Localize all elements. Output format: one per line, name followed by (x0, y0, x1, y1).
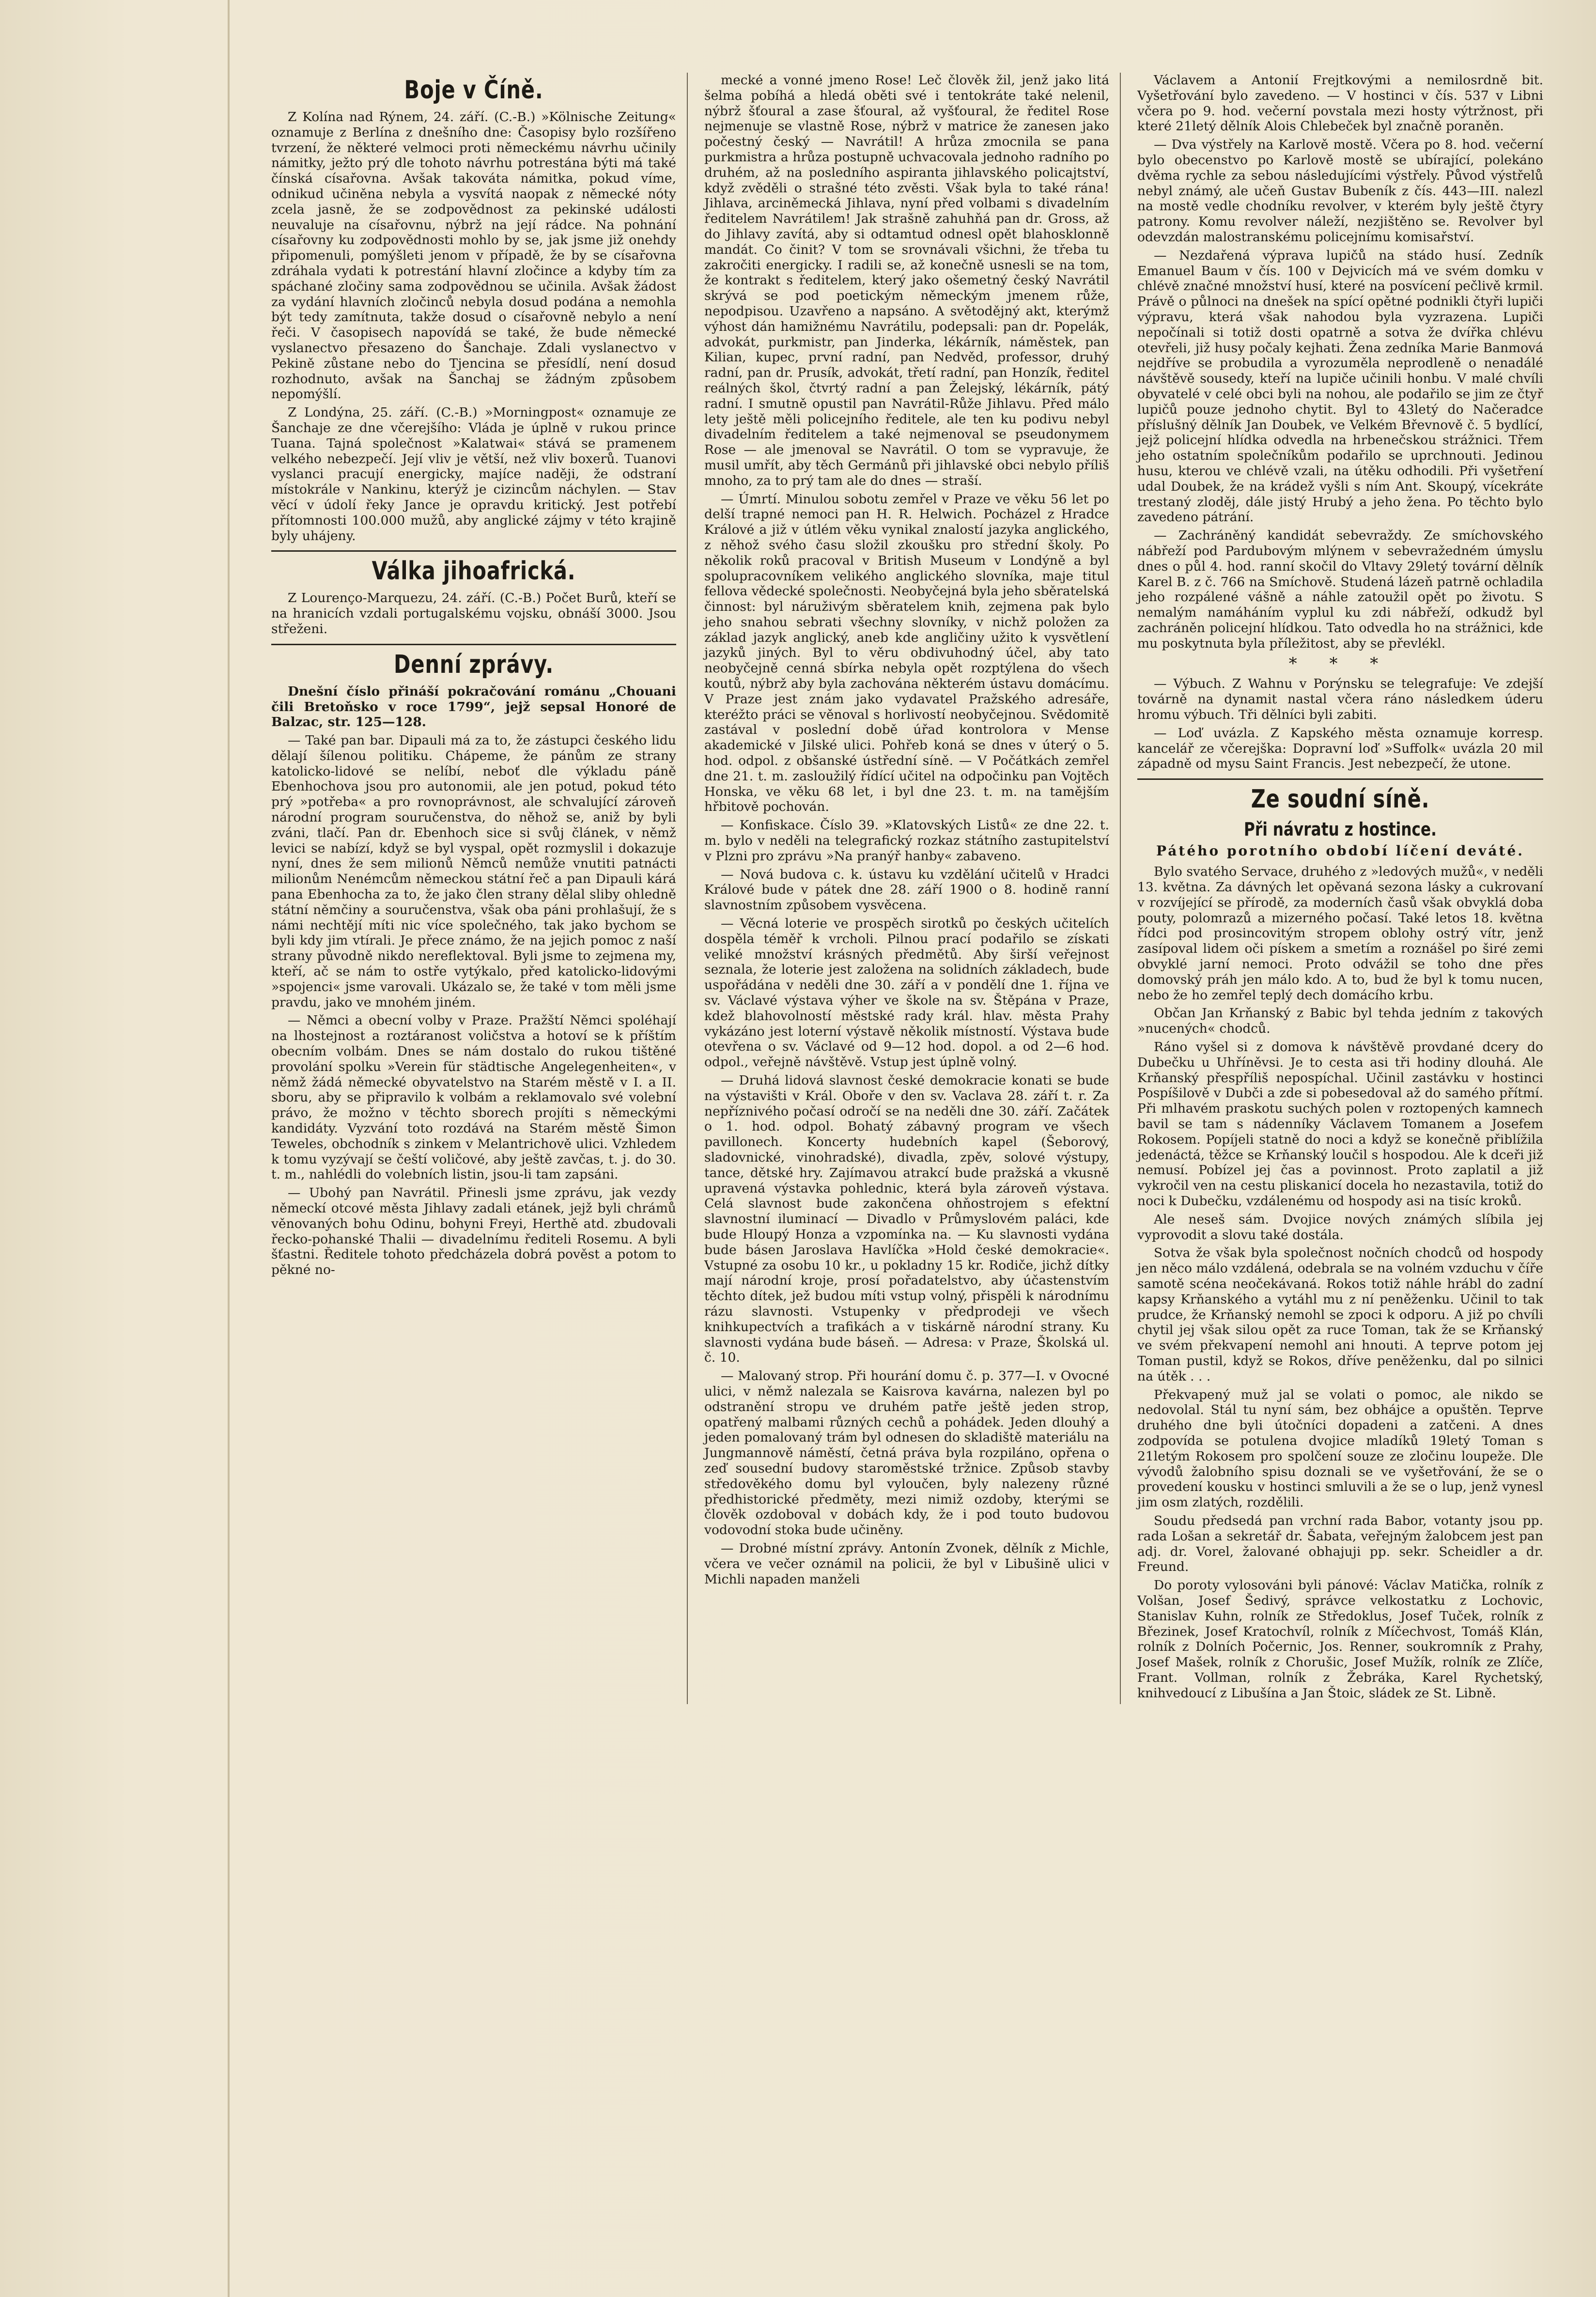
binding-gutter (228, 0, 230, 2297)
article-shots: — Dva výstřely na Karlově mostě. Včera po 8. hod. večerní bylo obecenstvo po Karlově mostě se ubírající, polekáno dvěma rychle za sebou následujícími výstřely. Původ výstřelů nebyl známý, ale učeň Gustav Bubeník z čís. 443—III. nalezl na mostě vedle chodníku revolver, v kterém byly ještě čtyry patrony. Komu revolver náleží, nezjištěno se. Revolver byl odevzdán malostranskému policejnímu komisařství. (1137, 137, 1543, 245)
article-geese: — Nezdařená výprava lupičů na stádo husí. Zedník Emanuel Baum v čís. 100 v Dejvicích má ve svém domku v chlévě značné množství husí, které na posvícení pečlivě krmil. Právě o půlnoci na dnešek na spící opětné podnikli čtyři lupiči výpravu, která však nahodou byla vyzrazena. Lupiči nepočínali si totiž dosti opatrně a sotva že dvířka chlévu otevřeli, již husy počaly kejhati. Žena zedníka Marie Banmová nejdříve se probudila a vyrozuměla neprodleně o nenadálé návštěvě sousedy, kteří na lupiče učinili honbu. V malé chvíli obyvatelé v celé obci byli na nohou, ale podařilo se jim ze čtyř lupičů pouze jednoho chytit. Byl to 43letý do Načeradce příslušný dělník Jan Doubek, ve Velkém Břevnově č. 5 bydlící, jejž policejní hlídka odvedla na hrbenečskou strážnici. Třem jeho ostatním společníkům podařilo se uprchnouti. Jedinou husu, kterou ve chlévě vzali, na útěku odhodili. Při vyšetření udal Doubek, že na krádež vyšli s ním Ant. Skoupý, vícekráte trestaný zloděj, dále jistý Hrubý a jeho žena. Po těchto bylo zavedeno pátrání. (1137, 248, 1543, 525)
court-article-title: Při návratu z hostince. (1244, 819, 1437, 840)
article-death: — Úmrtí. Minulou sobotu zemřel v Praze ve věku 56 let po delší trapné nemoci pan H. R. Helwich. Pocházel z Hradce Králové a již v útlém věku vynikal znalostí jazyka anglického, z něhož svého času složil zkoušku pro střední školy. Po několik roků pracoval v British Museum v Londýně a byl spolupracovníkem velikého anglického slovníka, maje titul fellova vědecké společnosti. Neobyčejná byla jeho sběratelská činnost: byl náruživým sběratelem knih, zejmena pak bylo jeho snahou sebrati všechny slovníky, v nichž položen za základ jazyk anglický, aneb kde angličiny užito k vysvětlení jazyků jiných. Byl to věru obdivuhodný účel, aby tato neobyčejně cenná sbírka nebyla opět rozptýlena do všech koutů, nýbrž aby byla zachována některém ústavu domácímu. V Praze jest znám jako vydavatel Pražského adresáře, kteréžto práci se věnoval s horlivostí neobyčejnou. Svědomitě zastával v poslední době úřad kontrolora v Mense akademické v Jilské ulici. Pohřeb koná se dnes v úterý o 5. hod. odpol. z obšanské ústřední síně. — V Počátkách zemřel dne 21. t. m. zasloužilý řídící učitel na odpočinku pan Vojtěch Honska, ve věku 68 let, i byl dne 23. t. m. na tamějším hřbitově pochován. (704, 491, 1109, 815)
section-rule (271, 550, 676, 552)
section-rule (271, 644, 676, 645)
section-title-daily-news: Denní zprávy. (394, 650, 554, 679)
article-local-news: — Drobné místní zprávy. Antonín Zvonek, dělník z Michle, včera ve večer oznámil na policii, že byl v Libušině ulici v Michli napaden manželi (704, 1540, 1109, 1587)
article-lottery: — Věcná loterie ve prospěch sirotků po českých učitelích dospěla téměř k vrcholi. Pilnou prací podařilo se získati veliké množství krásných předmětů. Aby širší veřejnost seznala, že loterie jest založena na solidních základech, bude uspořádána v neděli dne 30. září a v pondělí dne 1. října ve sv. Václavé výstava výher ve škole na sv. Štěpána v Praze, kdež blahovolností městské rady král. hlav. města Prahy vykázáno jest loterní výstavě několik místností. Výstava bude otevřena o sv. Václavé od 9—12 hod. dopol. a od 2—6 hod. odpol., veřejně návštěvě. Vstup jest úplně volný. (704, 916, 1109, 1070)
court-paragraph: Překvapený muž jal se volati o pomoc, ale nikdo se nedovolal. Stál tu nyní sám, bez obhájce a opuštěn. Teprve druhého dne byli útočníci dopadeni a zatčeni. A dnes zodpovída se potulena dvojice mladíků 19letý Toman s 21letým Rokosem pro spolčení souze ze zločinu loupeže. Dle vývodů žalobního spisu doznali se ve vyšetřování, že se o provedení kousku v hostinci smluvili a že se o lup, jenž vynesl jim osm zlatých, rozdělili. (1137, 1387, 1543, 1510)
section-title-court: Ze soudní síně. (1251, 785, 1430, 814)
article-elections: — Němci a obecní volby v Praze. Pražští Němci spoléhají na lhostejnost a roztáranost voličstva a hotoví se k příštím obecním volbám. Dnes se nám dostalo do rukou tištěné provolání spolku »Verein für städtische Angelegenheiten«, v němž žádá německé obyvatelstvo na Starém městě v I. a II. sboru, aby se připravilo k volbám a reklamovalo své volební právo, že možno v těchto sborech projíti s německými kandidáty. Vyzvání toto rozdává na Starém městě Šimon Teweles, obchodník s zinkem v Melantrichově ulici. Vzhledem k tomu vyzývají se čeští voličové, aby ještě zavčas, t. j. do 30. t. m., nahlédli do volebních listin, jsou-li tam zapsáni. (271, 1013, 676, 1182)
article-confiscation: — Konfiskace. Číslo 39. »Klatovských Listů« ze dne 22. t. m. bylo v neděli na telegrafický rozkaz státního zastupitelství v Plzni pro zprávu »Na pranýř hanby« zabaveno. (704, 818, 1109, 864)
article-painted-ceiling: — Malovaný strop. Při hourání domu č. p. 377—I. v Ovocné ulici, v němž nalezala se Kaisrova kavárna, nalezen byl po odstranění stropu ve druhém patře ještě jeden strop, opatřený malbami různých cechů a pohádek. Jeden dlouhý a jeden pomalovaný trám byl odnesen do skladiště materiálu na Jungmannově náměstí, četná práva byla rozpiláno, opřena o zeď sousední budovy staroměstské tržnice. Způsob stavby středověkého domu byl vyloučen, byly nalezeny různé předhistorické předměty, mezi nimiž ozdoby, kterými se člověk ozdoboval v dobách kdy, že i pod touto budovou vodovodní stoka bude učiněny. (704, 1368, 1109, 1538)
court-paragraph: Občan Jan Krňanský z Babic byl tehda jedním z takových »nucených« chodců. (1137, 1006, 1543, 1037)
court-paragraph: Bylo svatého Servace, druhého z »ledových mužů«, v neděli 13. května. Za dávných let opěvaná sezona lásky a cukrovaní v rozvíjející se přírodě, za moderních časů však obvyklá doba pouty, polomrazů a mizerného počasí. Také letos 18. května řídci pod prosincovitým stropem oblohy ostrý vítr, jenž zasípoval lidem oči pískem a smetím a roznášel po širé zemi obvyklé jarní nemoci. Proto odvážil se toho dne přes domovský práh jen málo kdo. A to, bud že byl k tomu nucen, nebo že ho zemřel teplý dech domácího krbu. (1137, 864, 1543, 1003)
court-paragraph: Ale neseš sám. Dvojice nových známých slíbila jej vyprovodit a slovu také dostála. (1137, 1211, 1543, 1242)
article-navratil: — Ubohý pan Navrátil. Přinesli jsme zprávu, jak vezdy německí otcové města Jihlavy zadali etánek, jejž byli chrámů věnovaných bohu Odinu, bohyni Freyi, Herthě atd. zbudovali řecko-pohanské Thalii — divadelnímu řediteli Rosemu. A byli šťastni. Ředitele tohoto předcházela dobrá pověst a potom to pěkné no- (271, 1185, 676, 1278)
court-article-subtitle: Pátého porotního období líčení deváté. (1156, 843, 1524, 859)
column-3 (1137, 73, 1554, 1704)
section-title-china: Boje v Číně. (404, 76, 543, 105)
article-navratil-cont: mecké a vonné jmeno Rose! Leč člověk žil, jenž jako litá šelma pobíhá a hledá oběti své i tentokráte také nelenil, nýbrž šťoural a zase šťoural, až vyšťoural, že ředitel Rose nejmenuje se vlastně Rose, nýbrž v matrice že zanesen jako počestný český — Navrátil! A hrůza zmocnila se pana purkmistra a hrůza postupně uchvacovala jednoho radního po druhém, až na posledního aspiranta jihlavského policajtství, když zvěděli o strašné této zvěsti. Však byla to také rána! Jihlava, arciněmecká Jihlava, nyní před volbami s divadelním ředitelem Navrátilem! Jak strašně zahuhňá pan dr. Gross, až do Jihlavy zavítá, aby si odtamtud odnesl opět blahosklonně mandát. Co činit? V tom se srovnávali všichni, že třeba tu zakročiti energicky. I radili se, až konečně usnesli se na tom, že kontrakt s ředitelem, který jako ošemetný český Navrátil skrývá se pod poetickým německým jmenem růže, nepodpisou. Uzavřeno a napsáno. A světodějný akt, kterýmž výhost dán hamižnému Navrátilu, podepsali: pan dr. Popelák, advokát, purkmistr, pan Jinderka, lékárník, náměstek, pan Kilian, kupec, první radní, pan Nedvěd, professor, druhý radní, pan dr. Prusík, advokát, třetí radní, pan Honzík, ředitel reálných škol, čtvrtý radní a pan Želejský, lékárník, pátý radní. I smutně opustil pan Navrátil-Růže Jihlavu. Před málo lety ještě měli policejního ředitele, ale ten ku podivu nebyl divadelním ředitelem a také nejmenoval se pseudonymem Rose — ale jmenoval se Navrátil. O tom se vypravuje, že musil umřít, aby těch Germánů při jihlavské obci nebylo příliš mnoho, za to prý tam ale do dnes — straší. (704, 73, 1109, 488)
separator-stars: * * * (1288, 654, 1392, 674)
article-cologne: Z Kolína nad Rýnem, 24. září. (C.-B.) »Kölnische Zeitung« oznamuje z Berlína z dnešního dne: Časopisy bylo rozšířeno tvrzení, že některé velmoci proti německému návrhu učinily námitky, ježto prý dle tohoto návrhu potrestána býti má také čínská císařovna. Avšak takováta námitka, pokud víme, odnikud učiněna nebyla a vysvítá naopak z německé nóty zcela jasně, že se zodpovědnost za pekinské události neuvaluje na císařovnu, nýbrž na její rádce. Na pohnání císařovny ku zodpovědnosti mohlo by se, jak jsme již onehdy připomenuli, pomýšleti jenom v případě, že by se císařovna zdráhala vydati k potrestání hlavní zločince a kdyby tím za spáchané zločiny sama zodpovědnou se učinila. Avšak žádost za vydání hlavních zločinců nebyla dosud podána a nemohla být tedy zamítnuta, takže dosud o císařovně nebylo a není řeči. V časopisech napovídá se také, že bude německé vyslanectvo přesazeno do Šanchaje. Zdali vyslanectvo v Pekině zůstane nebo do Tjencina se přesídlí, není dosud rozhodnuto, avšak na Šanchaj se žádným způsobem nepomýšlí. (271, 109, 676, 402)
column-1 (271, 73, 688, 1704)
article-new-building: — Nová budova c. k. ústavu ku vzdělání učitelů v Hradci Králové bude v pátek dne 28. září 1900 o 8. hodině ranní slavnostním způsobem vysvěcena. (704, 867, 1109, 913)
columns (271, 73, 1562, 1704)
article-dipauli: — Také pan bar. Dipauli má za to, že zástupci českého lidu dělají šílenou politiku. Chápeme, že pánům ze strany katolicko-lidové se nelíbí, neboť dle výkladu páně Ebenhochova jsou pro autonomii, ale jen potud, pokud této prý »potřeba« a pro rovnoprávnost, ale schvalující zároveň národní program souručenstva, do něhož se, aniž by byli zváni, tlačí. Pan dr. Ebenhoch sice si svůj článek, v němž levici se nabízí, když se byl vyspal, opět rozmyslil i dokazuje nyní, dnes že sem milionů Němců nemůže vnutiti patnácti milionům Nenémcům německou státní řeč a pan Dipauli kárá pana Ebenhocha za to, že jako člen strany dělal sliby ohledně státní němčiny a souručenstva, však oba páni prohlašují, že s námi nechtějí míti nic více společného, tak jako bychom se byli kdy jim vtírali. Je přece známo, že na jejich pomoc z naší strany původně nikdo nereflektoval. Byli jsme to zejmena my, kteří, ač se nám to ostře vytýkalo, před katolicko-lidovými »spojenci« jsme varovali. Ukázalo se, že také v tom měli jsme pravdu, jako ve mnohém jiném. (271, 733, 676, 1010)
court-paragraph: Do poroty vylosováni byli pánové: Václav Matička, rolník z Volšan, Josef Šedivý, správce velkostatku z Lochovic, Stanislav Kuhn, rolník ze Středoklus, Josef Tuček, rolník z Březinek, Josef Kratochvíl, rolník z Míčechvost, Tomáš Klán, rolník z Dolních Počernic, Jos. Renner, soukromník z Prahy, Josef Mašek, rolník z Chorušic, Josef Mužík, rolník ze Zlíče, Frant. Vollman, rolník z Žebráka, Karel Rychetský, knihvedoucí z Libušína a Jan Štoic, sládek ze St. Libně. (1137, 1578, 1543, 1701)
court-paragraph: Sotva že však byla společnost nočních chodců od hospody jen něco málo vzdálená, odebrala se na volném vzduchu v číře samotě scéna neočekávaná. Rokos totiž náhle hrábl do zadní kapsy Krňanského a vytáhl mu z ní peněženku. Učinil to tak prudce, že Krňanský nemohl se zpoci k odporu. A již po chvíli chytil jej však silou opět za ruce Toman, tak že se Krňanský ve svém překvapení nemohl ani hnouti. A teprve potom jej Toman pustil, když se Rokos, dříve peněženku, dal po silnici na útěk . . . (1137, 1245, 1543, 1384)
court-paragraph: Soudu předsedá pan vrchní rada Babor, votanty jsou pp. rada Lošan a sekretář dr. Šabata, veřejným žalobcem jest pan adj. dr. Vorel, žalované obhajuji pp. sekr. Scheidler a dr. Freund. (1137, 1513, 1543, 1575)
article-lourenco-marquez: Z Lourenço-Marquezu, 24. září. (C.-B.) Počet Burů, kteří se na hranicích vzdali portugalskému vojsku, obnáší 3000. Jsou střeženi. (271, 590, 676, 636)
article-ship: — Loď uvázla. Z Kapského města oznamuje korresp. kancelář ze včerejška: Dopravní loď »Suffolk« uvázla 20 mil západně od mysu Saint Francis. Jest nebezpečí, že utone. (1137, 725, 1543, 772)
article-local-news-cont: Václavem a Antonií Frejtkovými a nemilosrdně bit. Vyšetřování bylo zavedeno. — V hostinci v čís. 537 v Libni včera po 9. hod. večerní povstala mezi hosty výtržnost, při které 21letý dělník Alois Chlebeček byl značně poraněn. (1137, 73, 1543, 134)
article-novel-note: Dnešní číslo přináší pokračování románu „Chouani čili Bretoňsko v roce 1799“, jejž sepsal Honoré de Balzac, str. 125—128. (271, 683, 676, 730)
article-celebration: — Druhá lidová slavnost české demokracie konati se bude na výstavišti v Král. Oboře v den sv. Vaclava 28. září t. r. Za nepříznivého počasí odročí se na neděli dne 30. září. Začátek o 1. hod. odpol. Bohatý zábavný program ve všech pavillonech. Koncerty hudebních kapel (Šeborový, sladovnické, vinohradské), divadla, zpěv, solové výstupy, tance, dětské hry. Zajímavou atrakcí bude pražská a vkusně upravená výstavka pohlednic, která byla zároveň výstava. Celá slavnost bude zakončena ohňostrojem s efektní slavnostní iluminací — Divadlo v Průmyslovém paláci, kde bude Hloupý Honza a vzpomínka na. — Ku slavnosti vydána bude básen Jaroslava Havlíčka »Hold české demokracie«. Vstupné za osobu 10 kr., u pokladny 15 kr. Rodiče, jichž dítky mají národní kroje, prosí pořadatelstvo, aby účastenstvím těchto dítek, jež budou míti vstup volný, přispěli k národnímu rázu slavnosti. Vstupenky v předprodeji ve všech knihkupectvích a trafikách a v tiskárně národní strany. Ku slavnosti vydána bude báseň. — Adresa: v Praze, Školská ul. č. 10. (704, 1073, 1109, 1366)
article-rescue: — Zachráněný kandidát sebevraždy. Ze smíchovského nábřeží pod Pardubovým mlýnem v sebevražedném úmyslu dnes o půl 4. hod. ranní skočil do Vltavy 29letý tovární dělník Karel B. z č. 766 na Smíchově. Studená lázeň patrně ochladila jeho rozpálené vášně a náhle zatoužil opět po životu. S nemalým namáháním vyplul ku zdi nábřeží, odkudž byl zachráněn policejní hlídkou. Tato odvedla ho na strážnici, kde mu poskytnuta byla příležitost, aby se převlékl. (1137, 528, 1543, 651)
column-2 (704, 73, 1121, 1704)
section-title-south-africa: Válka jihoafrická. (372, 557, 576, 586)
section-rule (1137, 778, 1543, 780)
court-paragraph: Ráno vyšel si z domova k návštěvě provdané dcery do Dubečku u Uhříněvsi. Je to cesta asi tři hodiny dlouhá. Ale Krňanský přespříliš nepospíchal. Učinil zastávku v hostinci Pospíšilově v Dubči a zde si pobesedoval až do samého přítmí. Při mlhavém praskotu suchých polen v roztopených kamnech bavil se tam s nádenníky Václavem Tomanem a Josefem Rokosem. Popíjeli statně do noci a když se konečně přiblížila jedenáctá, těžce se Krňanský loučil s hospodou. Ale k dceři již nemusí. Pobízel jej čas a povinnost. Proto zaplatil a již vykročil ven na cestu pliskanicí docela ho nezastavila, totiž do noci k Dubečku, vzdálenému od hospody asi na tisíc kroků. (1137, 1040, 1543, 1209)
article-london: Z Londýna, 25. září. (C.-B.) »Morningpost« oznamuje ze Šanchaje ze dne včerejšího: Vláda je úplně v rukou prince Tuana. Tajná společnost »Kalatwai« stává se pramenem velkého nebezpečí. Její vliv je větší, než vliv boxerů. Tuanovi vyslanci pracují energicky, majíce naději, že odstraní místokrále v Nankinu, kterýž je cizincům náchylen. — Stav věcí v údolí řeky Jance je opravdu kritický. Jest potřebí přítomnosti 100.000 mužů, aby anglické zájmy v této krajině byly uhájeny. (271, 405, 676, 543)
article-explosion: — Výbuch. Z Wahnu v Porýnsku se telegrafuje: Ve zdejší továrně na dynamit nastal včera ráno následkem úderu hromu výbuch. Tři dělníci byli zabiti. (1137, 676, 1543, 723)
